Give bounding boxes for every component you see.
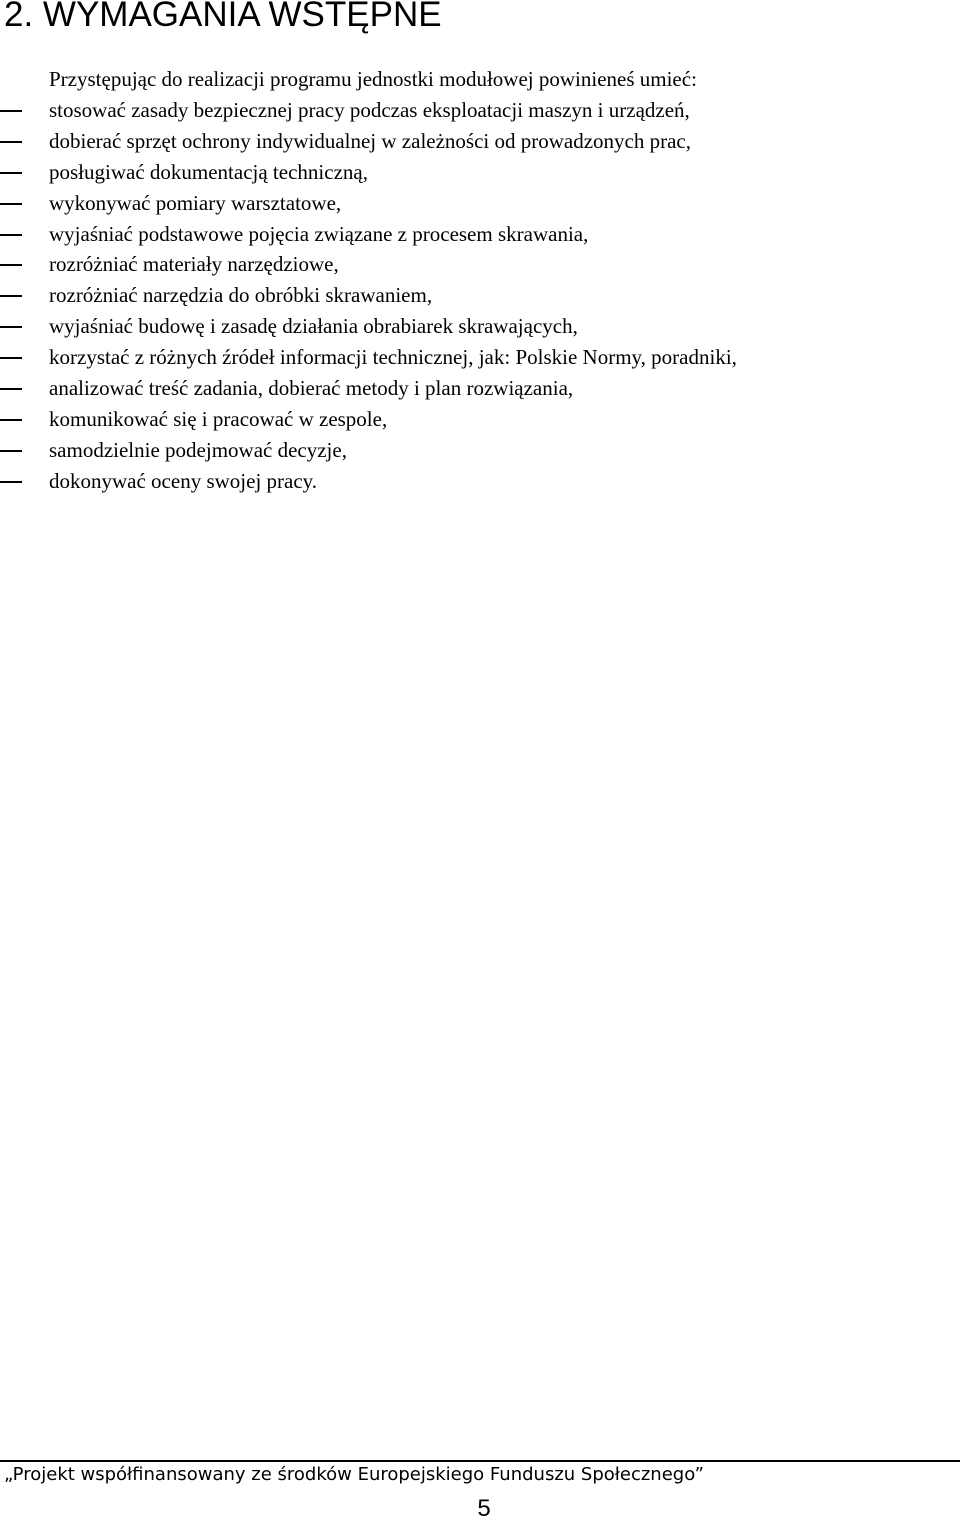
- list-item-text: analizować treść zadania, dobierać metody i plan rozwiązania,: [49, 376, 574, 401]
- list-item-text: wyjaśniać podstawowe pojęcia związane z procesem skrawania,: [49, 221, 589, 246]
- list-item-text: rozróżniać narzędzia do obróbki skrawaniem,: [49, 283, 433, 308]
- list-item-text: dobierać sprzęt ochrony indywidualnej w zależności od prowadzonych prac,: [49, 128, 692, 153]
- dash-bullet-icon: [0, 141, 22, 143]
- list-item-text: korzystać z różnych źródeł informacji technicznej, jak: Polskie Normy, poradniki,: [49, 345, 737, 370]
- list-item-text: rozróżniać materiały narzędziowe,: [49, 252, 339, 277]
- dash-bullet-icon: [0, 234, 22, 236]
- dash-bullet-icon: [0, 110, 22, 112]
- dash-bullet-icon: [0, 481, 22, 483]
- dash-bullet-icon: [0, 264, 22, 266]
- intro-text: Przystępując do realizacji programu jednostki modułowej powinieneś umieć:: [49, 67, 697, 91]
- dash-bullet-icon: [0, 357, 22, 359]
- list-item-text: wyjaśniać budowę i zasadę działania obrabiarek skrawających,: [49, 314, 578, 339]
- dash-bullet-icon: [0, 419, 22, 421]
- dash-bullet-icon: [0, 172, 22, 174]
- list-item-text: posługiwać dokumentacją techniczną,: [49, 159, 368, 184]
- dash-bullet-icon: [0, 388, 22, 390]
- list-item-text: samodzielnie podejmować decyzje,: [49, 437, 347, 462]
- section-heading: 2. WYMAGANIA WSTĘPNE: [4, 0, 442, 34]
- dash-bullet-icon: [0, 326, 22, 328]
- list-item-text: wykonywać pomiary warsztatowe,: [49, 190, 342, 215]
- dash-bullet-icon: [0, 295, 22, 297]
- dash-bullet-icon: [0, 450, 22, 452]
- list-item-text: dokonywać oceny swojej pracy.: [49, 468, 318, 493]
- list-item-text: stosować zasady bezpiecznej pracy podczas eksploatacji maszyn i urządzeń,: [49, 98, 690, 122]
- dash-bullet-icon: [0, 203, 22, 205]
- footer-divider: [0, 1460, 960, 1462]
- footer-funding-note: „Projekt współfinansowany ze środków Europejskiego Funduszu Społecznego”: [4, 1464, 704, 1485]
- list-item-text: komunikować się i pracować w zespole,: [49, 406, 388, 431]
- page-number: 5: [477, 1495, 491, 1522]
